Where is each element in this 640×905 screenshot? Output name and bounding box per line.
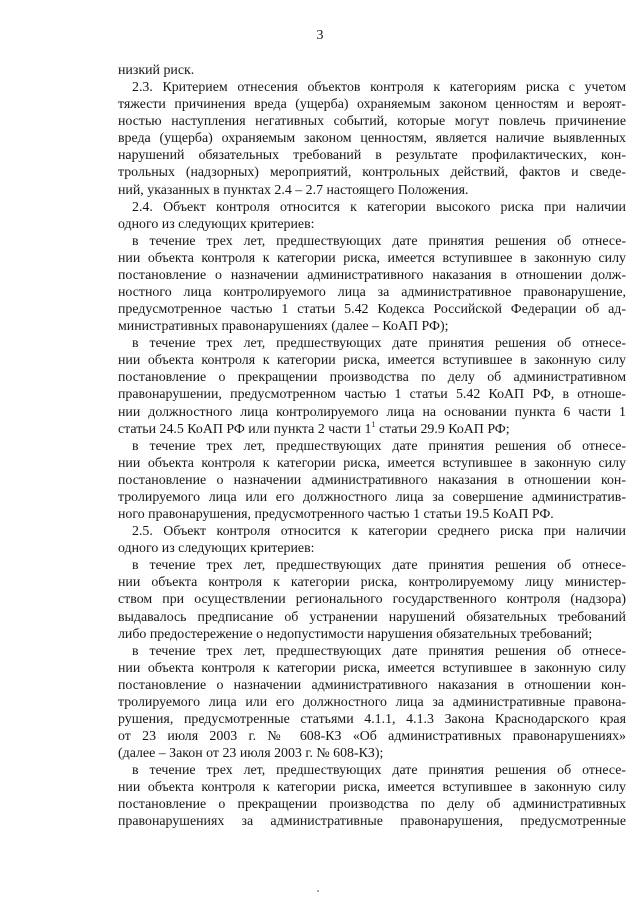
text-line: нии должностного лица контролируемого лица на основании пункта 6 части 1 — [118, 404, 626, 420]
text-line: ний, указанных в пунктах 2.4 – 2.7 настоящего Положения. — [118, 182, 469, 198]
text-line: в течение трех лет, предшествующих дате принятия решения об отнесе- — [132, 643, 626, 659]
text-line: ностью наступления негативных событий, которые могут повлечь причинение — [118, 114, 626, 130]
text-line: одного из следующих критериев: — [118, 216, 315, 232]
text-line: нии объекта контроля к категории риска, имеется вступившее в законную силу — [118, 780, 626, 796]
text-line: нии объекта контроля к категории риска, имеется вступившее в законную силу — [118, 250, 626, 266]
text-line: нарушений обязательных требований в результате профилактических, кон- — [118, 148, 626, 164]
text-line: тяжести причинения вреда (ущерба) охраняемым законом ценностям и вероят- — [118, 97, 626, 113]
text-line: правонарушениях за административные правонарушения, предусмотренные — [118, 814, 626, 830]
text-line: ностного лица контролируемого лица за административное правонарушение, — [118, 285, 626, 301]
text-line: тролируемого лица или его должностного лица за административные правона- — [118, 694, 626, 710]
text-line: нии объекта контроля к категории риска, имеется вступившее в законную силу — [118, 455, 626, 471]
text-line: ного правонарушения, предусмотренного частью 1 статьи 19.5 КоАП РФ. — [118, 507, 554, 523]
text-line: 2.5. Объект контроля относится к категории среднего риска при наличии — [132, 524, 626, 540]
document-body — [118, 62, 626, 831]
text-line: постановление о назначении административного наказания в отношении кон- — [118, 677, 626, 693]
superscript-1: 1 — [371, 419, 376, 429]
text-line: в течение трех лет, предшествующих дате принятия решения об отнесе- — [132, 336, 626, 352]
text-line: выдавалось предписание об устранении нарушений обязательных требований — [118, 609, 626, 625]
text-line: в течение трех лет, предшествующих дате принятия решения об отнесе- — [132, 763, 626, 779]
text-line: постановление о прекращении производства по делу об административном — [118, 370, 626, 386]
text-line: постановление о прекращении производства по делу об административных — [118, 797, 626, 813]
text-line: одного из следующих критериев: — [118, 541, 315, 557]
page-number: 3 — [316, 28, 324, 43]
text-line: постановление о назначении административного наказания в отношении долж- — [118, 267, 626, 283]
text-line: в течение трех лет, предшествующих дате принятия решения об отнесе- — [132, 438, 626, 454]
text-line: предусмотренное частью 1 статьи 5.42 Кодекса Российской Федерации об ад- — [118, 302, 626, 318]
scan-dot — [317, 890, 319, 892]
text-line: в течение трех лет, предшествующих дате принятия решения об отнесе- — [132, 558, 626, 574]
text-line: (далее – Закон от 23 июля 2003 г. № 608-КЗ); — [118, 746, 384, 762]
text-line: министративных правонарушениях (далее – КоАП РФ); — [118, 319, 449, 335]
text-line: рушения, предусмотренные статьями 4.1.1, 4.1.3 Закона Краснодарского края — [118, 711, 626, 727]
text-line: правонарушении, предусмотренном частью 1 статьи 5.42 КоАП РФ, в отноше- — [118, 387, 626, 403]
text-line: статьи 24.5 КоАП РФ или пункта 2 части $1^1$ статьи 29.9 КоАП РФ; — [118, 419, 510, 437]
text-line: трольных (надзорных) мероприятий, контрольных действий, фактов и сведе- — [118, 165, 626, 181]
text-line: нии объекта контроля к категории риска, имеется вступившее в законную силу — [118, 353, 626, 369]
text-line: 2.4. Объект контроля относится к категории высокого риска при наличии — [132, 199, 626, 215]
text-line: 2.3. Критерием отнесения объектов контроля к категориям риска с учетом — [132, 80, 626, 96]
text-line: в течение трех лет, предшествующих дате принятия решения об отнесе- — [132, 233, 626, 249]
text-line: низкий риск. — [118, 63, 195, 78]
text-line: ством при осуществлении регионального государственного контроля (надзора) — [118, 592, 626, 608]
text-line: от 23 июля 2003 г. № 608-КЗ «Об административных правонарушениях» — [118, 729, 626, 745]
text-line: либо предостережение о недопустимости нарушения обязательных требований; — [118, 626, 593, 642]
text-line: тролируемого лица или его должностного лица за совершение административ- — [118, 489, 626, 505]
text-line: нии объекта контроля к категории риска, контролируемому лицу министер- — [118, 575, 626, 591]
text-line: постановление о назначении административного наказания в отношении кон- — [118, 472, 626, 488]
text-line: нии объекта контроля к категории риска, имеется вступившее в законную силу — [118, 660, 626, 676]
text-line: вреда (ущерба) охраняемым законом ценностям, является наличие выявленных — [118, 131, 626, 147]
